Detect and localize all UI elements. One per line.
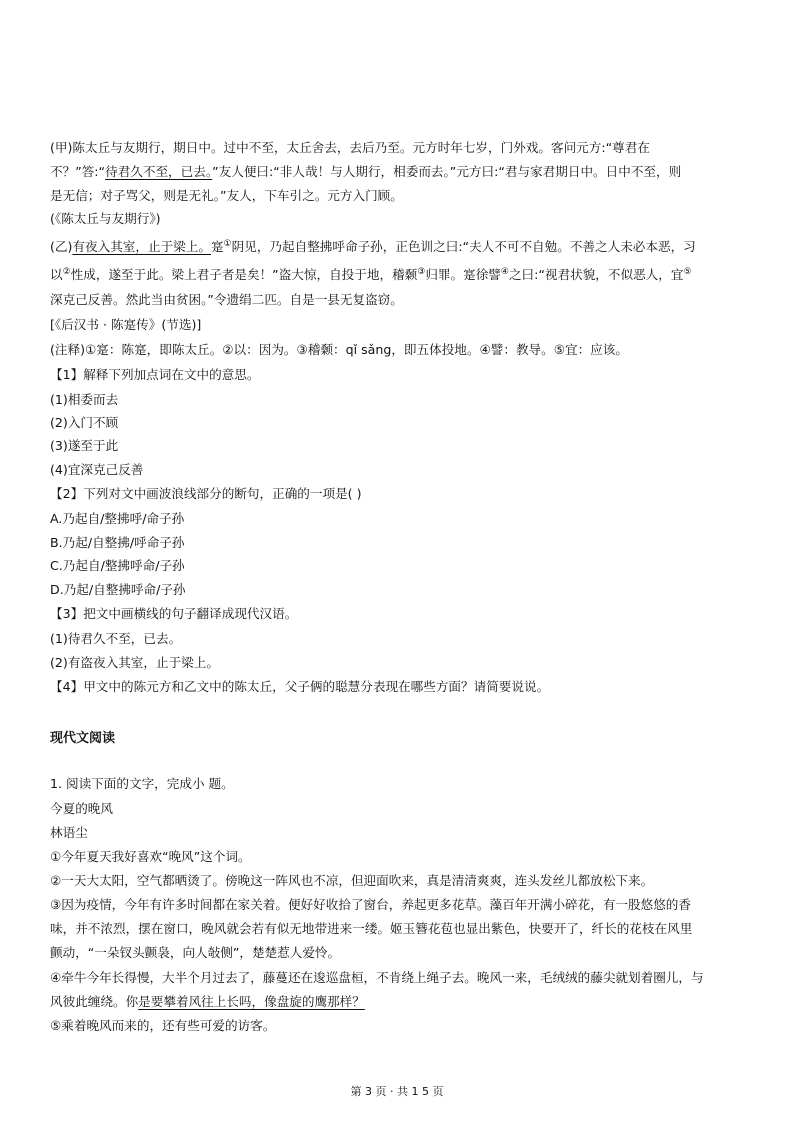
modern-paragraph-3-line-2	[50, 920, 750, 938]
modern-paragraph-5	[50, 1017, 750, 1035]
footnote-marker: ④	[500, 266, 509, 277]
footnote-marker: ②	[62, 266, 71, 277]
text: (注释)①寔：陈寔，即陈太丘。②以：因为。③稽颡：qǐ sǎng，即五体投地。④譬：教导。⑤宜：应该。	[50, 342, 628, 357]
text: (乙)	[50, 239, 73, 254]
text: (2)入门不顾	[50, 415, 119, 430]
question-1-item	[50, 414, 750, 432]
text: 颤动，“一朵钗头颤袅，向人敧侧”，楚楚惹人爱怜。	[50, 945, 341, 960]
passage-jia-source	[50, 210, 750, 228]
footnote-marker: ①	[223, 238, 232, 249]
question-3-item	[50, 630, 750, 648]
text: 今夏的晚风	[50, 801, 113, 816]
modern-paragraph-3-line-3	[50, 944, 750, 962]
modern-paragraph-4-line-1	[50, 969, 750, 987]
question-2-option-c	[50, 557, 750, 575]
passage-yi-line-2	[50, 266, 750, 284]
modern-paragraph-1	[50, 848, 750, 866]
question-1-title	[50, 366, 750, 384]
text: ②一天大太阳，空气都晒烫了。傍晚这一阵风也不凉，但迎面吹来，真是清清爽爽，连头发丝儿都放松下来。	[50, 873, 654, 888]
question-4-title	[50, 678, 750, 696]
question-1-item	[50, 461, 750, 479]
modern-author	[50, 824, 750, 842]
underlined-sentence: 是要攀着风往上长吗，像盘旋的鹰那样？	[138, 994, 365, 1009]
modern-paragraph-4-line-2	[50, 993, 750, 1011]
text: A.乃起自/整拂呼/命子孙	[50, 511, 185, 526]
modern-title	[50, 800, 750, 818]
passage-jia-line-2	[50, 163, 750, 181]
text: 不？”答:“	[50, 164, 106, 179]
footnote-marker: ③	[417, 266, 426, 277]
text: (4)宜深克己反善	[50, 462, 144, 477]
text: 以	[50, 267, 63, 282]
footnote-marker: ⑤	[683, 266, 692, 277]
text: (3)遂至于此	[50, 438, 119, 453]
text: ⑤乘着晚风而来的，还有些可爱的访客。	[50, 1018, 276, 1033]
modern-intro	[50, 775, 750, 793]
text: (2)有盗夜入其室，止于梁上。	[50, 655, 219, 670]
text: D.乃起/自整拂呼命/子孙	[50, 582, 186, 597]
question-2-option-d	[50, 581, 750, 599]
text: 林语尘	[50, 825, 88, 840]
passage-jia-line-3	[50, 187, 750, 205]
text: (1)待君久不至，已去。	[50, 631, 182, 646]
passage-yi-line-3	[50, 291, 750, 309]
text: 【4】甲文中的陈元方和乙文中的陈太丘，父子俩的聪慧分表现在哪些方面？请简要说说。	[50, 679, 550, 694]
question-3-title	[50, 605, 750, 623]
text: 【1】解释下列加点词在文中的意思。	[50, 367, 260, 382]
section-heading	[50, 730, 750, 748]
text: [《后汉书 · 陈寔传》(节选)]	[50, 317, 202, 332]
passage-yi-source	[50, 316, 750, 334]
text: (甲)陈太丘与友期行，期日中。过中不至，太丘舍去，去后乃至。元方时年七岁，门外戏。客问元方:“尊君在	[50, 140, 650, 155]
text: 寔	[210, 239, 224, 254]
text: 之曰:“视君状貌，不似恶人，宜	[508, 267, 684, 282]
text: ①今年夏天我好喜欢“晚风”这个词。	[50, 849, 251, 864]
modern-paragraph-3-line-1	[50, 896, 750, 914]
text: (1)相委而去	[50, 392, 119, 407]
text: C.乃起自/整拂呼命/子孙	[50, 558, 185, 573]
passage-jia-line-1	[50, 139, 750, 157]
question-2-option-a	[50, 510, 750, 528]
text: ④牵牛今年长得慢，大半个月过去了，藤蔓还在逡巡盘桓，不肯绕上绳子去。晚风一来，毛绒绒的藤尖就划着圈儿，与	[50, 970, 704, 985]
question-2-title	[50, 485, 750, 503]
text: 归罪。寔徐譬	[425, 267, 501, 282]
text: ”友人便曰:“非人哉！与人期行，相委而去。”元方曰:“君与家君期日中。日中不至，则	[212, 164, 682, 179]
text: 性成，遂至于此。梁上君子者是矣！”盗大惊，自投于地，稽颡	[70, 267, 418, 282]
question-1-item	[50, 391, 750, 409]
text: 是无信；对子骂父，则是无礼。”友人，下车引之。元方入门顾。	[50, 188, 403, 203]
question-3-item	[50, 654, 750, 672]
text: 味，并不浓烈，摆在窗口，晚风就会若有似无地带进来一缕。姬玉簪花苞也显出紫色，快要开了，纤长的花枝在风里	[50, 921, 693, 936]
notes	[50, 341, 750, 359]
text: 深克己反善。然此当由贫困。”令遗绢二匹。自是一县无复盗窃。	[50, 292, 403, 307]
modern-paragraph-2	[50, 872, 750, 890]
text: 【2】下列对文中画波浪线部分的断句，正确的一项是( )	[50, 486, 362, 501]
text: 阴见，乃起自整拂呼命子孙，正色训之曰:“夫人不可不自勉。不善之人未必本恶，习	[231, 239, 696, 254]
text: 风彼此缠绕。你	[50, 994, 139, 1009]
text: 1. 阅读下面的文字，完成小 题。	[50, 776, 234, 791]
text: B.乃起/自整拂/呼命子孙	[50, 535, 185, 550]
text: 现代文阅读	[50, 731, 116, 746]
question-1-item	[50, 437, 750, 455]
underlined-sentence: 待君久不至，已去。	[105, 164, 213, 179]
text: ③因为疫情，今年有许多时间都在家关着。便好好收拾了窗台，养起更多花草。藻百年开满小碎花，有一股悠悠的香	[50, 897, 691, 912]
page-footer: 第 3 页 · 共 1 5 页	[350, 1085, 444, 1098]
underlined-sentence: 有夜入其室，止于梁上。	[72, 239, 211, 254]
passage-yi-line-1	[50, 238, 750, 256]
text: 【3】把文中画横线的句子翻译成现代汉语。	[50, 606, 298, 621]
text: (《陈太丘与友期行》)	[50, 211, 161, 226]
question-2-option-b	[50, 534, 750, 552]
